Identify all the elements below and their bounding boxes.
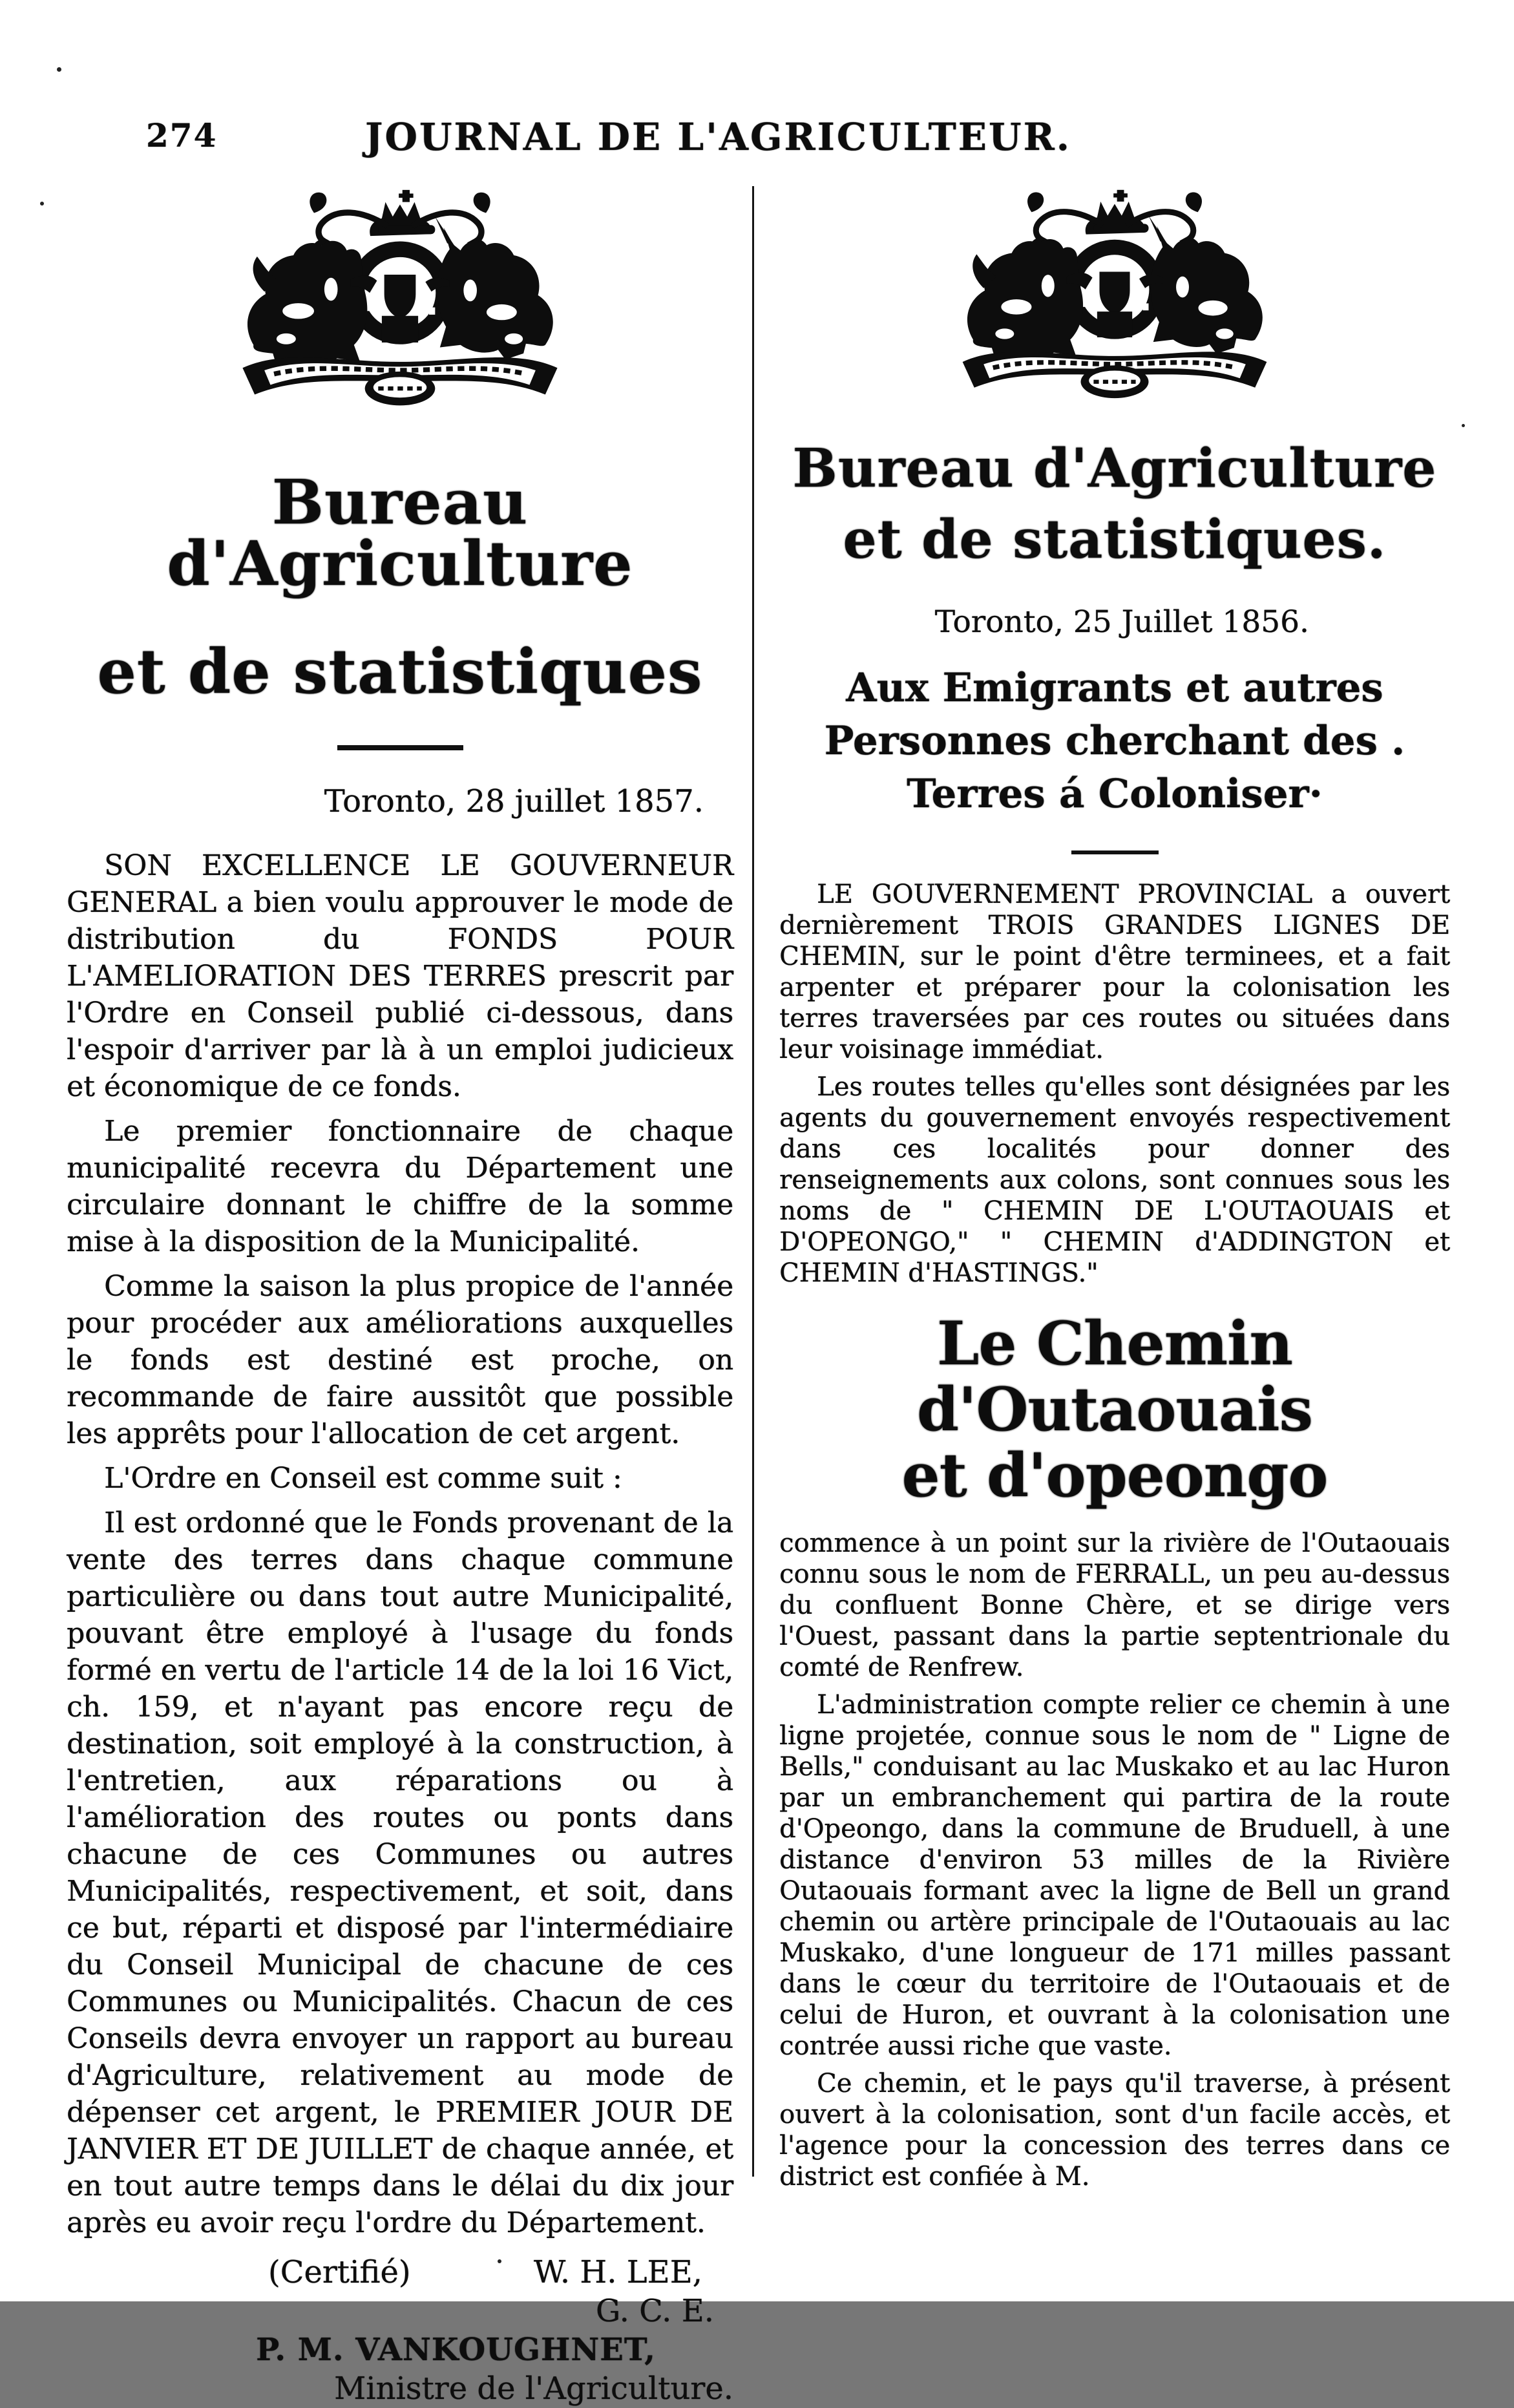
- notice-subtitle-line1: Aux Emigrants et autres: [846, 665, 1383, 712]
- certified-label: (Certifié): [268, 2254, 411, 2290]
- paragraph: SON EXCELLENCE LE GOUVERNEUR GENERAL a bien voulu approuver le mode de distribution du FONDS POUR L'AMELIORATION DES TERRES prescrit par l'Ordre en Conseil publié ci-dessous, dans l'espoir d'arriver par là à un emploi judicieux et économique de ce fonds.: [67, 849, 733, 1103]
- bureau-title-line1: Bureau d'Agriculture: [792, 438, 1437, 500]
- road-section-heading-line2: et d'opeongo: [901, 1440, 1328, 1511]
- road-section-heading-line1: Le Chemin d'Outaouais: [917, 1308, 1312, 1445]
- paragraph: Il est ordonné que le Fonds provenant de la vente des terres dans chaque commune particulière ou dans tout autre Municipalité, pouvant être employé à l'usage du fonds formé en vertu de l'article 14 de la loi 16 Vict, ch. 159, et n'ayant pas encore reçu de destination, soit employé à la construction, à l'entretien, aux réparations ou à l'amélioration des routes ou ponts dans chacune de ces Communes ou autres Municipalités, respectivement, et soit, dans ce but, réparti et disposé par l'intermédiaire du Conseil Municipal de chacune de ces Communes ou Municipalités. Chacun de ces Conseils devra envoyer un rapport au bureau d'Agriculture, relativement au mode de dépenser cet argent, le PREMIER JOUR DE JANVIER ET DE JUILLET de chaque année, et en tout autre temps dans le délai du dix jour après eu avoir reçu l'ordre du Département.: [67, 1506, 733, 2239]
- left-body-text: [67, 847, 733, 2241]
- journal-title: JOURNAL DE L'AGRICULTEUR.: [365, 115, 1071, 159]
- notice-subtitle-line3: Terres á Coloniser·: [907, 771, 1323, 818]
- signatory-title: Ministre de l'Agriculture.: [334, 2371, 733, 2407]
- right-column: [779, 189, 1450, 2192]
- paragraph: Les routes telles qu'elles sont désignées par les agents du gouvernement envoyés respectivement dans ces localités pour donner des renseignements aux colons, sont connues sous les noms de " CHEMIN DE L'OUTAOUAIS et D'OPEONGO," " CHEMIN d'ADDINGTON et CHEMIN d'HASTINGS.": [779, 1072, 1450, 1289]
- page-number: 274: [146, 116, 218, 154]
- signatory-name: P. M. VANKOUGHNET,: [256, 2332, 656, 2368]
- paragraph: Comme la saison la plus propice de l'année pour procéder aux améliorations auxquelles le fonds est destiné est proche, on recommande de faire aussitôt que possible les apprêts pour l'allocation de cet argent.: [67, 1270, 733, 1450]
- bureau-title-line2: et de statistiques: [97, 636, 703, 708]
- bureau-title-line1: Bureau d'Agriculture: [167, 467, 633, 600]
- section-divider: [1071, 850, 1159, 854]
- royal-coat-of-arms-icon: [200, 189, 600, 419]
- section-divider: [337, 745, 463, 750]
- notice-subtitle-line2: Personnes cherchant des .: [824, 718, 1405, 765]
- paragraph: L'Ordre en Conseil est comme suit :: [104, 1462, 622, 1495]
- right-intro-text: [779, 879, 1450, 1289]
- paragraph: Le premier fonctionnaire de chaque municipalité recevra du Département une circulaire donnant le chiffre de la somme mise à la disposition de la Municipalité.: [67, 1115, 733, 1258]
- signatory-title: G. C. E.: [596, 2293, 714, 2329]
- dateline: Toronto, 28 juillet 1857.: [324, 783, 704, 819]
- paragraph: LE GOUVERNEMENT PROVINCIAL a ouvert dernièrement TROIS GRANDES LIGNES DE CHEMIN, sur le point d'être terminees, et a fait arpenter et préparer pour la colonisation les terres traversées par ces routes ou situées dans leur voisinage immédiat.: [779, 880, 1450, 1065]
- bureau-title-line2: et de statistiques.: [843, 509, 1387, 571]
- ink-speck: [57, 67, 61, 72]
- signature-block: [67, 2253, 733, 2408]
- paragraph: commence à un point sur la rivière de l'Outaouais connu sous le nom de FERRALL, un peu au-dessus du confluent Bonne Chère, et se dirige vers l'Ouest, passant dans la partie septentrionale du comté de Renfrew.: [779, 1528, 1450, 1683]
- signature-row: [67, 2253, 733, 2292]
- ink-speck: [40, 202, 44, 206]
- royal-coat-of-arms-icon: [921, 189, 1309, 411]
- left-column: [67, 189, 733, 2408]
- ink-speck: [1462, 424, 1465, 427]
- signatory-name: W. H. LEE,: [533, 2254, 702, 2290]
- dateline: Toronto, 25 Juillet 1856.: [934, 604, 1309, 640]
- right-section-text: [779, 1528, 1450, 2192]
- paragraph: Ce chemin, et le pays qu'il traverse, à présent ouvert à la colonisation, sont d'un facile accès, et l'agence pour la concession des terres dans ce district est confiée à M.: [779, 2069, 1450, 2192]
- column-divider-rule: [752, 186, 754, 2177]
- paragraph: L'administration compte relier ce chemin à une ligne projetée, connue sous le nom de " Ligne de Bells," conduisant au lac Muskako et au lac Huron par un embranchement qui partira de la route d'Opeongo, dans la commune de Bruduell, à une distance d'environ 53 milles de la Rivière Outaouais formant avec la ligne de Bell un grand chemin ou artère principale de l'Outaouais au lac Muskako, d'une longueur de 171 milles passant dans le cœur du territoire de l'Outaouais et de celui de Huron, et ouvrant à la colonisation une contrée aussi riche que vaste.: [779, 1690, 1450, 2062]
